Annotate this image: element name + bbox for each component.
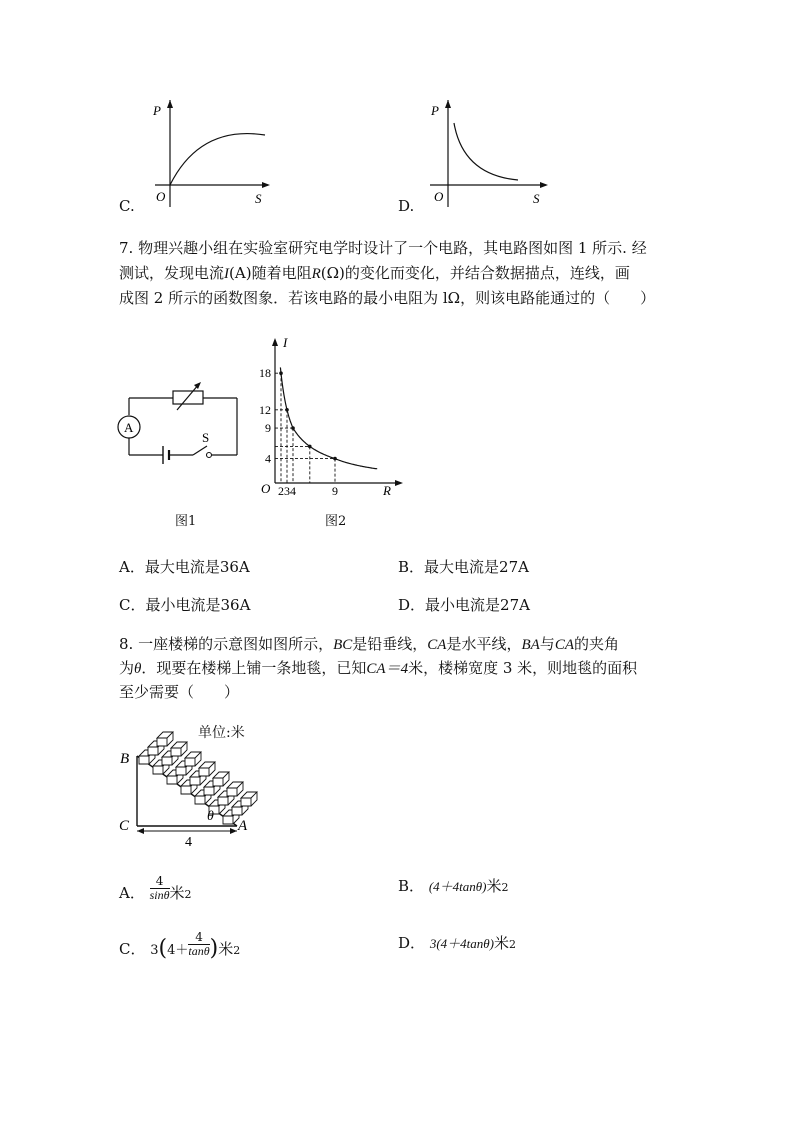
x-tick-9: 9	[332, 484, 338, 498]
circuit-diagram	[115, 380, 245, 465]
label-b: B	[120, 751, 130, 767]
stair-block	[199, 762, 215, 776]
q8-option-c[interactable]: C． 3(4＋ $\frac{4}{\tan\theta}$ )米2	[119, 929, 241, 961]
data-point-4	[333, 457, 337, 461]
q7-option-d[interactable]: D．最小电流是27A	[398, 596, 530, 614]
graph-d-ylabel: P	[431, 103, 439, 118]
option-c-label: C.	[119, 197, 135, 215]
q8-line1: 8. 一座楼梯的示意图如图所示，BC是铅垂线，CA是水平线，BA与CA的夹角	[119, 635, 619, 653]
unit-label: 单位:米	[198, 725, 245, 741]
q8-line3: 至少需要（ ）	[119, 683, 240, 701]
label-a: A	[238, 818, 248, 834]
switch-label: S	[202, 430, 210, 445]
q7-line1: 7. 物理兴趣小组在实验室研究电学时设计了一个电路，其电路图如图 1 所示. 经	[119, 239, 647, 257]
y-tick-4: 4	[265, 451, 271, 466]
option-d-label: D.	[398, 197, 415, 215]
graph-d-origin: O	[434, 189, 444, 204]
data-point-1	[285, 408, 289, 412]
q8-option-b[interactable]: B． (4＋4tanθ)米2	[398, 877, 509, 895]
staircase-diagram	[115, 718, 275, 853]
stair-block	[227, 782, 243, 796]
data-point-2	[291, 426, 295, 430]
graph-ylabel: I	[283, 335, 288, 350]
graph-c-ylabel: P	[153, 103, 161, 118]
graph-d-xlabel: S	[533, 191, 540, 206]
data-point-3	[308, 445, 312, 449]
stair-block	[241, 792, 257, 806]
y-tick-18: 18	[259, 366, 271, 381]
ammeter-label: A	[124, 420, 134, 435]
stair-block	[213, 772, 229, 786]
graph-origin: O	[261, 481, 271, 496]
q7-line3: 成图 2 所示的函数图象．若该电路的最小电阻为 lΩ，则该电路能通过的（ ）	[119, 289, 656, 307]
stair-block	[157, 732, 173, 746]
label-theta: θ	[207, 809, 214, 824]
x-tick-2: 2	[278, 484, 284, 498]
y-tick-12: 12	[259, 402, 271, 417]
label-c: C	[119, 818, 130, 834]
data-point-0	[279, 371, 283, 375]
fig1-caption: 图1	[175, 514, 197, 529]
y-tick-9: 9	[265, 421, 271, 436]
x-tick-4: 4	[290, 484, 296, 498]
q7-line2: 测试，发现电流I(A)随着电阻R(Ω)的变化而变化，并结合数据描点，连线，画	[119, 264, 630, 282]
q8-option-a[interactable]: A． $\frac{4}{\sin\theta}$ 米2	[119, 873, 192, 902]
graph-c-xlabel: S	[255, 191, 262, 206]
q7-option-b[interactable]: B．最大电流是27A	[398, 558, 529, 576]
length-label: 4	[185, 835, 192, 850]
stair-block	[185, 752, 201, 766]
stair-block	[171, 742, 187, 756]
q7-option-a[interactable]: A．最大电流是36A	[119, 558, 250, 576]
q8-line2: 为θ．现要在楼梯上铺一条地毯，已知CA＝4米，楼梯宽度 3 米，则地毯的面积	[119, 659, 638, 677]
graph-c-origin: O	[156, 189, 166, 204]
graph-xlabel: R	[383, 483, 391, 498]
graph-d	[418, 95, 558, 210]
fig2-caption: 图2	[325, 514, 347, 529]
graph-c	[140, 95, 280, 210]
q8-option-d[interactable]: D． 3(4＋4tanθ)米2	[398, 934, 516, 952]
curve-line	[280, 367, 377, 468]
q7-option-c[interactable]: C．最小电流是36A	[119, 596, 251, 614]
x-tick-3: 3	[284, 484, 290, 498]
current-resistance-graph	[255, 333, 410, 498]
